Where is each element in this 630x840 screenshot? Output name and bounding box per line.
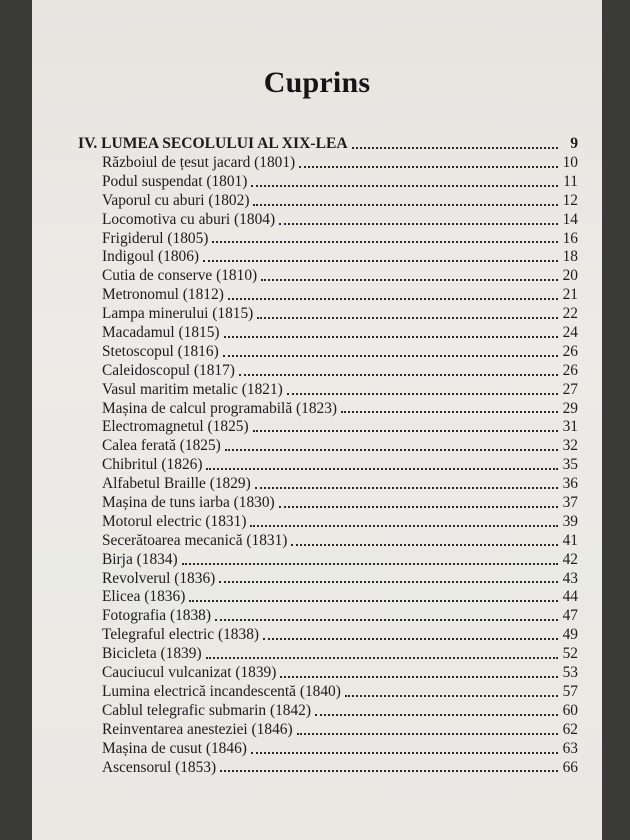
toc-entry-page-number: 10 [562, 154, 578, 171]
toc-entry-page-number: 11 [563, 172, 578, 190]
toc-entry-page-number: 22 [562, 305, 578, 323]
toc-entry [78, 494, 578, 513]
toc-entry [78, 381, 578, 400]
toc-entry-page-number: 29 [562, 399, 578, 417]
dot-leader [261, 278, 558, 281]
toc-entry-page-number: 12 [562, 191, 578, 209]
toc-entry-page-number: 60 [562, 701, 578, 719]
toc-entry-page-number: 35 [562, 456, 578, 474]
dot-leader [287, 392, 558, 395]
toc-entry [78, 173, 578, 192]
toc-entry-page-number: 21 [562, 286, 578, 304]
toc-entry-page-number: 39 [562, 512, 578, 530]
toc-entry-page-number: 26 [562, 361, 578, 379]
toc-entry [78, 702, 578, 721]
toc-entry-page-number: 31 [562, 418, 578, 436]
section-label: IV. LUMEA SECOLULUI AL XIX-LEA [78, 135, 348, 152]
page-title: Cuprins [263, 66, 371, 99]
toc-entry-title: Ascensorul (1853) [102, 758, 217, 776]
toc-entry-title: Fotografia (1838) [102, 607, 211, 625]
toc-entry-title: Bicicleta (1839) [102, 645, 202, 663]
dot-leader [315, 713, 558, 716]
toc-entry [78, 248, 578, 267]
toc-entry-title: Calea ferată (1825) [102, 437, 221, 455]
toc-entry-page-number: 16 [562, 229, 578, 247]
toc-entry-page-number: 66 [562, 758, 578, 776]
toc-entry-title: Lumina electrică incandescentă (1840) [102, 682, 341, 700]
dot-leader [263, 637, 558, 640]
toc-entry-title: Reinventarea anesteziei (1846) [102, 720, 293, 738]
toc-entry-title: Stetoscopul (1816) [102, 342, 219, 360]
dot-leader [250, 524, 558, 527]
toc-entry-title: Lampa minerului (1815) [102, 305, 254, 323]
dot-leader [203, 259, 558, 262]
dot-leader [345, 694, 558, 697]
toc-entry-page-number: 53 [562, 664, 578, 682]
toc-entry-page-number: 63 [562, 739, 578, 757]
toc-entry [78, 343, 578, 362]
toc-entry-title: Războiul de țesut jacard (1801) [102, 154, 296, 171]
toc-entry [78, 475, 578, 494]
section-page-number: 9 [570, 135, 578, 152]
dot-leader [224, 335, 558, 338]
toc-entry-title: Cutia de conserve (1810) [102, 267, 258, 285]
toc-entry [78, 570, 578, 589]
dot-leader [279, 505, 558, 508]
toc-entry-title: Electromagnetul (1825) [102, 418, 249, 436]
dot-leader [291, 543, 558, 546]
toc-entry-page-number: 52 [562, 645, 578, 663]
toc-entry-title: Revolverul (1836) [102, 569, 216, 587]
toc-entry-page-number: 37 [562, 494, 578, 512]
toc-entry-page-number: 20 [562, 267, 578, 285]
dot-leader [257, 316, 558, 319]
toc-entry [78, 664, 578, 683]
toc-entry-page-number: 18 [562, 248, 578, 266]
toc-entry [78, 211, 578, 230]
toc-entry [78, 532, 578, 551]
dot-leader [206, 656, 558, 659]
toc-entry [78, 230, 578, 249]
toc-entry-page-number: 44 [562, 588, 578, 606]
dot-leader [225, 448, 558, 451]
toc-entry-page-number: 57 [562, 682, 578, 700]
toc-entry [78, 551, 578, 570]
toc-entry [78, 456, 578, 475]
toc-entry-page-number: 36 [562, 475, 578, 493]
toc-entry-page-number: 26 [562, 342, 578, 360]
dot-leader [182, 562, 558, 565]
toc-entry-page-number: 42 [562, 550, 578, 568]
toc-entry-page-number: 27 [562, 380, 578, 398]
dot-leader [299, 165, 558, 168]
toc-entry-title: Telegraful electric (1838) [102, 626, 260, 644]
toc-entry-title: Vasul maritim metalic (1821) [102, 380, 283, 398]
toc-entry-title: Motorul electric (1831) [102, 512, 247, 530]
dot-leader [253, 203, 558, 206]
toc-entry-page-number: 49 [562, 626, 578, 644]
toc-entry [78, 740, 578, 759]
toc-section-heading [78, 134, 578, 154]
toc-entry-page-number: 24 [562, 324, 578, 342]
toc-entry [78, 400, 578, 419]
dot-leader [220, 769, 558, 772]
toc-entry [78, 267, 578, 286]
toc-entry [78, 362, 578, 381]
toc-entry [78, 513, 578, 532]
dot-leader [253, 429, 558, 432]
toc-entry [78, 645, 578, 664]
toc-entry [78, 154, 578, 173]
toc-entry [78, 286, 578, 305]
toc-entry-title: Cablul telegrafic submarin (1842) [102, 701, 311, 719]
dot-leader [239, 373, 558, 376]
dot-leader [352, 146, 558, 149]
toc-entry [78, 588, 578, 607]
toc-entry [78, 305, 578, 324]
toc-entry-title: Frigiderul (1805) [102, 229, 209, 247]
toc-entry [78, 721, 578, 740]
dot-leader [255, 486, 558, 489]
dot-leader [223, 354, 558, 357]
toc-entry [78, 418, 578, 437]
dot-leader [341, 410, 558, 413]
toc-entry-title: Alfabetul Braille (1829) [102, 475, 251, 493]
toc-entry-title: Mașina de cusut (1846) [102, 739, 247, 757]
toc-entry-title: Vaporul cu aburi (1802) [102, 191, 250, 209]
dot-leader [279, 222, 558, 225]
toc-entry-title: Mașina de tuns iarba (1830) [102, 494, 275, 512]
toc-entry-title: Elicea (1836) [102, 588, 186, 606]
toc-entry-page-number: 32 [562, 437, 578, 455]
toc-entry-page-number: 43 [562, 569, 578, 587]
toc-entry-title: Metronomul (1812) [102, 286, 224, 304]
dot-leader [297, 732, 558, 735]
toc-entry-page-number: 14 [562, 210, 578, 228]
toc-entry-title: Indigoul (1806) [102, 248, 200, 266]
book-page [32, 0, 602, 840]
toc-entry [78, 626, 578, 645]
dot-leader [206, 467, 558, 470]
dot-leader [219, 580, 558, 583]
dot-leader [251, 751, 558, 754]
toc-entry [78, 759, 578, 778]
toc-entry-page-number: 41 [562, 531, 578, 549]
dot-leader [212, 240, 558, 243]
toc-entry-title: Caleidoscopul (1817) [102, 361, 235, 379]
toc-entry-title: Locomotiva cu aburi (1804) [102, 210, 276, 228]
toc-entry [78, 192, 578, 211]
dot-leader [189, 599, 558, 602]
dot-leader [251, 184, 558, 187]
toc-entry-page-number: 47 [562, 607, 578, 625]
toc-entry [78, 607, 578, 626]
toc-entry-title: Mașina de calcul programabilă (1823) [102, 399, 338, 417]
toc-entry-title: Birja (1834) [102, 550, 178, 568]
toc-entry-page-number: 62 [562, 720, 578, 738]
dot-leader [215, 618, 558, 621]
toc-entry-title: Podul suspendat (1801) [102, 172, 248, 190]
table-of-contents [78, 134, 578, 777]
toc-entry-title: Secerătoarea mecanică (1831) [102, 531, 288, 549]
dot-leader [228, 297, 558, 300]
toc-entry [78, 324, 578, 343]
toc-entry-title: Macadamul (1815) [102, 324, 220, 342]
toc-entry [78, 437, 578, 456]
toc-entry-title: Chibritul (1826) [102, 456, 203, 474]
toc-entry [78, 683, 578, 702]
dot-leader [280, 675, 558, 678]
toc-entry-title: Cauciucul vulcanizat (1839) [102, 664, 277, 682]
